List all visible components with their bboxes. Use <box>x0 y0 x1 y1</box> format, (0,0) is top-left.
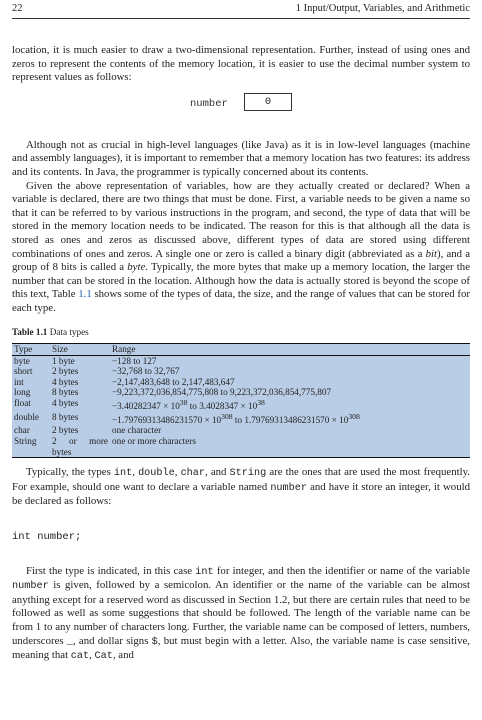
chapter-title: 1 Input/Output, Variables, and Arithmetic <box>295 3 470 14</box>
memory-location-figure <box>12 89 470 129</box>
data-types-table <box>12 343 470 458</box>
figure-memory-box <box>244 93 292 111</box>
table-row: String 2 or more bytes one or more characters <box>12 436 470 458</box>
column-header: Type <box>12 344 50 356</box>
running-header <box>12 3 470 17</box>
table-row: byte 1 byte −128 to 127 <box>14 355 157 366</box>
paragraph: First the type is indicated, in this case int for integer, and then the identifier or name of the variable number is given, followed by a semicolon. An identifier or the name of the variable can be almost anything except for a reserved word as discussed in Section 1.2, but there are certain rules that need to be followed as well as some suggestions that should be followed. The length of the variable name can be from 1 to any number of characters long. Further, the variable name can be composed of letters, numbers, underscores _, and dollar signs $, but must begin with a letter. Also, the variable name is case sensitive, meaning that cat, Cat, and <box>12 564 470 663</box>
table-row: double 8 bytes $-1.79769313486231570 \times 10^{308}$ to $1.79769313486231570 \times 10^{308}$ <box>14 411 360 425</box>
paragraph: location, it is much easier to draw a two-dimensional representation. Further, instead of using ones and zeros to represent the contents of the memory location, it is easier to use the decimal number system to represent values as follows: <box>12 44 470 84</box>
column-header: Size <box>50 344 110 356</box>
page-number: 22 <box>12 3 23 14</box>
paragraph: Given the above representation of variables, how are they actually created or declared? When a variable is declared, there are two things that must be done. First, a variable needs to be given a name so that it can be referred to by various instructions in the program, and second, the type of data that will be stored in the memory location needs to be indicated. The reason for this is that although all the data is stored as ones and zeros as discussed above, different types of data are stored using different combinations of ones and zeros. A single one or zero is called a binary digit (abbreviated as a bit), and a group of 8 bits is called a byte. Typically, the more bytes that make up a memory location, the larger the number that can be stored in the location. Although how the data is actually stored is beyond the scope of this text, Table 1.1 shows some of the types of data, the size, and the range of values that can be stored for each type. <box>12 179 471 314</box>
figure-variable-name: number <box>190 97 228 110</box>
paragraph: Typically, the types int, double, char, and String are the ones that are used the most frequently. For example, should one want to declare a variable named number and have it store an integer, it would be declared as follows: <box>12 466 471 508</box>
table-row: int 4 bytes −2,147,483,648 to 2,147,483,647 <box>14 376 235 387</box>
table-row: long 8 bytes −9,223,372,036,854,775,808 to 9,223,372,036,854,775,807 <box>14 387 332 398</box>
header-rule <box>12 18 470 19</box>
table-row: char 2 bytes one character <box>14 425 162 436</box>
table-row: float 4 bytes $-3.40282347 \times 10^{38}$ to $3.4028347 \times 10^{38}$ <box>14 398 265 412</box>
code-snippet: int number; <box>12 530 82 543</box>
table-caption: Table 1.1 Data types <box>12 326 89 337</box>
table-row: short 2 bytes −32,768 to 32,767 <box>14 366 180 377</box>
paragraph: Although not as crucial in high-level languages (like Java) as it is in low-level languages (machine and assembly languages), it is important to remember that a memory location has two features: its address and its contents. In Java, the programmer is typically concerned about its contents. <box>12 138 470 178</box>
table-header-row <box>12 344 470 356</box>
column-header: Range <box>110 344 470 356</box>
page-body <box>12 44 470 664</box>
figure-value: 0 <box>264 95 272 108</box>
